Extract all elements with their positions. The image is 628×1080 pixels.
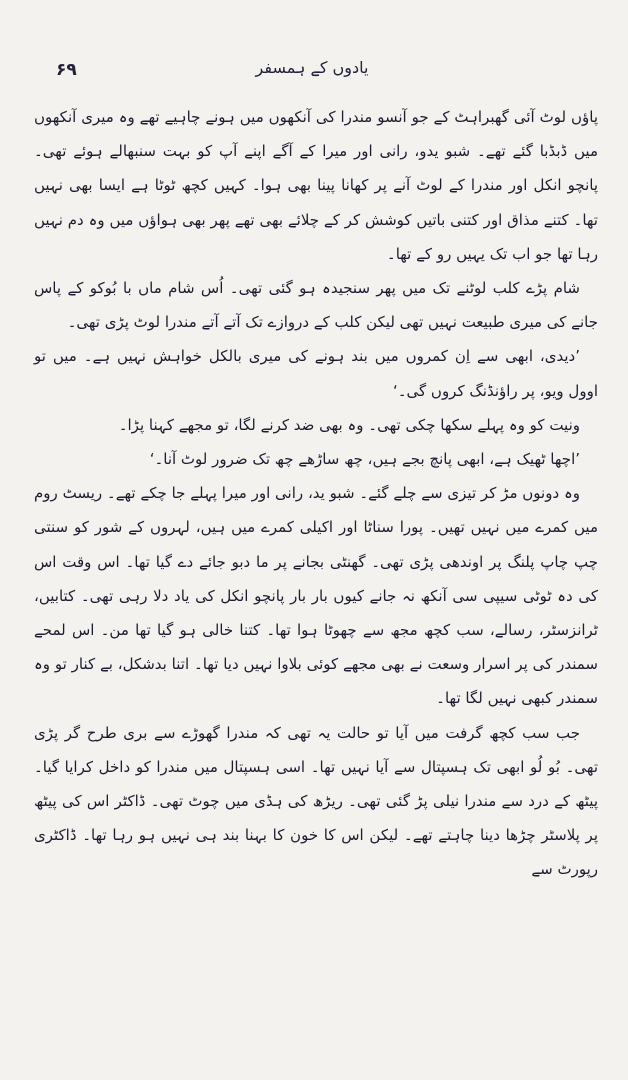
page-number: ۶۹ bbox=[56, 60, 77, 80]
paragraph: ’اچھا ٹھیک ہے، ابھی پانچ بجے ہیں، چھ ساڑھے چھ تک ضرور لوٹ آنا۔‘ bbox=[149, 450, 580, 469]
running-title: یادوں کے ہمسفر bbox=[255, 58, 369, 77]
page-header bbox=[34, 58, 590, 86]
page-body bbox=[34, 100, 598, 887]
paragraph: شام پڑے کلب لوٹنے تک میں پھر سنجیدہ ہو گئی تھی۔ اُس شام ماں با بُوکو کے پاس جانے کی میری طبیعت نہیں تھی لیکن کلب کے دروازے تک آتے آتے مندرا لوٹ پڑی تھی۔ bbox=[34, 279, 598, 332]
paragraph: ’دیدی، ابھی سے اِن کمروں میں بند ہونے کی میری بالکل خواہش نہیں ہے۔ میں تو اوول ویو، پر راؤنڈنگ کروں گی۔‘ bbox=[34, 347, 598, 400]
paragraph: پاؤں لوٹ آئی گھبراہٹ کے جو آنسو مندرا کی آنکھوں میں ہونے چاہیے تھے وہ میری آنکھوں میں ڈبڈبا گئے تھے۔ شبو یدو، رانی اور میرا کے آگے اپنے آپ کو بہت سنبھالے ہوئے تھی۔ پانچو انکل اور مندرا کے لوٹ آنے پر کھانا پینا بھی ہوا۔ کہیں کچھ ٹوٹا ہے ایسا بھی نہیں تھا۔ کتنے مذاق اور کتنی باتیں کوشش کر کے چلائے بھی تھے پھر بھی ہواؤں میں وہ دم نہیں رہا تھا جو اب تک یہیں رو کے تھا۔ bbox=[34, 108, 598, 263]
paragraph: وہ دونوں مڑ کر تیزی سے چلے گئے۔ شبو ید، رانی اور میرا پہلے جا چکے تھے۔ ریسٹ روم میں کمرے میں نہیں تھیں۔ پورا سناٹا اور اکیلی کمرے میں ہیں، لہروں کے شور کو سنتی چپ چاپ پلنگ پر اوندھی پڑی تھی۔ گھنٹی بجانے پر ما دبو جائے دے گیا تھا۔ اس وقت اس کی دہ ٹوٹی سیپی سی آنکھ نہ جانے کیوں بار بار پانچو انکل کی یاد دلا رہی تھی۔ کتابیں، ٹرانزسٹر، رسالے، سب کچھ مجھ سے چھوٹا ہوا تھا۔ کتنا خالی ہو گیا تھا من۔ اس لمحے سمندر کی پر اسرار وسعت نے بھی مجھے کوئی بلاوا نہیں دیا تھا۔ اتنا بدشکل، بے کنار تو وہ سمندر کبھی نہیں لگا تھا۔ bbox=[34, 484, 598, 708]
paragraph: جب سب کچھ گرفت میں آیا تو حالت یہ تھی کہ مندرا گھوڑے سے بری طرح گر پڑی تھی۔ بُو لُو ابھی تک ہسپتال سے آیا نہیں تھا۔ اسی ہسپتال میں مندرا کو داخل کرایا گیا۔ پیٹھ کے درد سے مندرا نیلی پڑ گئی تھی۔ ریڑھ کی ہڈی میں چوٹ تھی۔ ڈاکٹر اس کی پیٹھ پر پلاسٹر چڑھا دینا چاہتے تھے۔ لیکن اس کا خون کا بہنا بند ہی نہیں ہو رہا تھا۔ ڈاکٹری رپورٹ سے bbox=[34, 723, 598, 879]
paragraph: ونیت کو وہ پہلے سکھا چکی تھی۔ وہ بھی ضد کرنے لگا، تو مجھے کہنا پڑا۔ bbox=[118, 415, 580, 434]
